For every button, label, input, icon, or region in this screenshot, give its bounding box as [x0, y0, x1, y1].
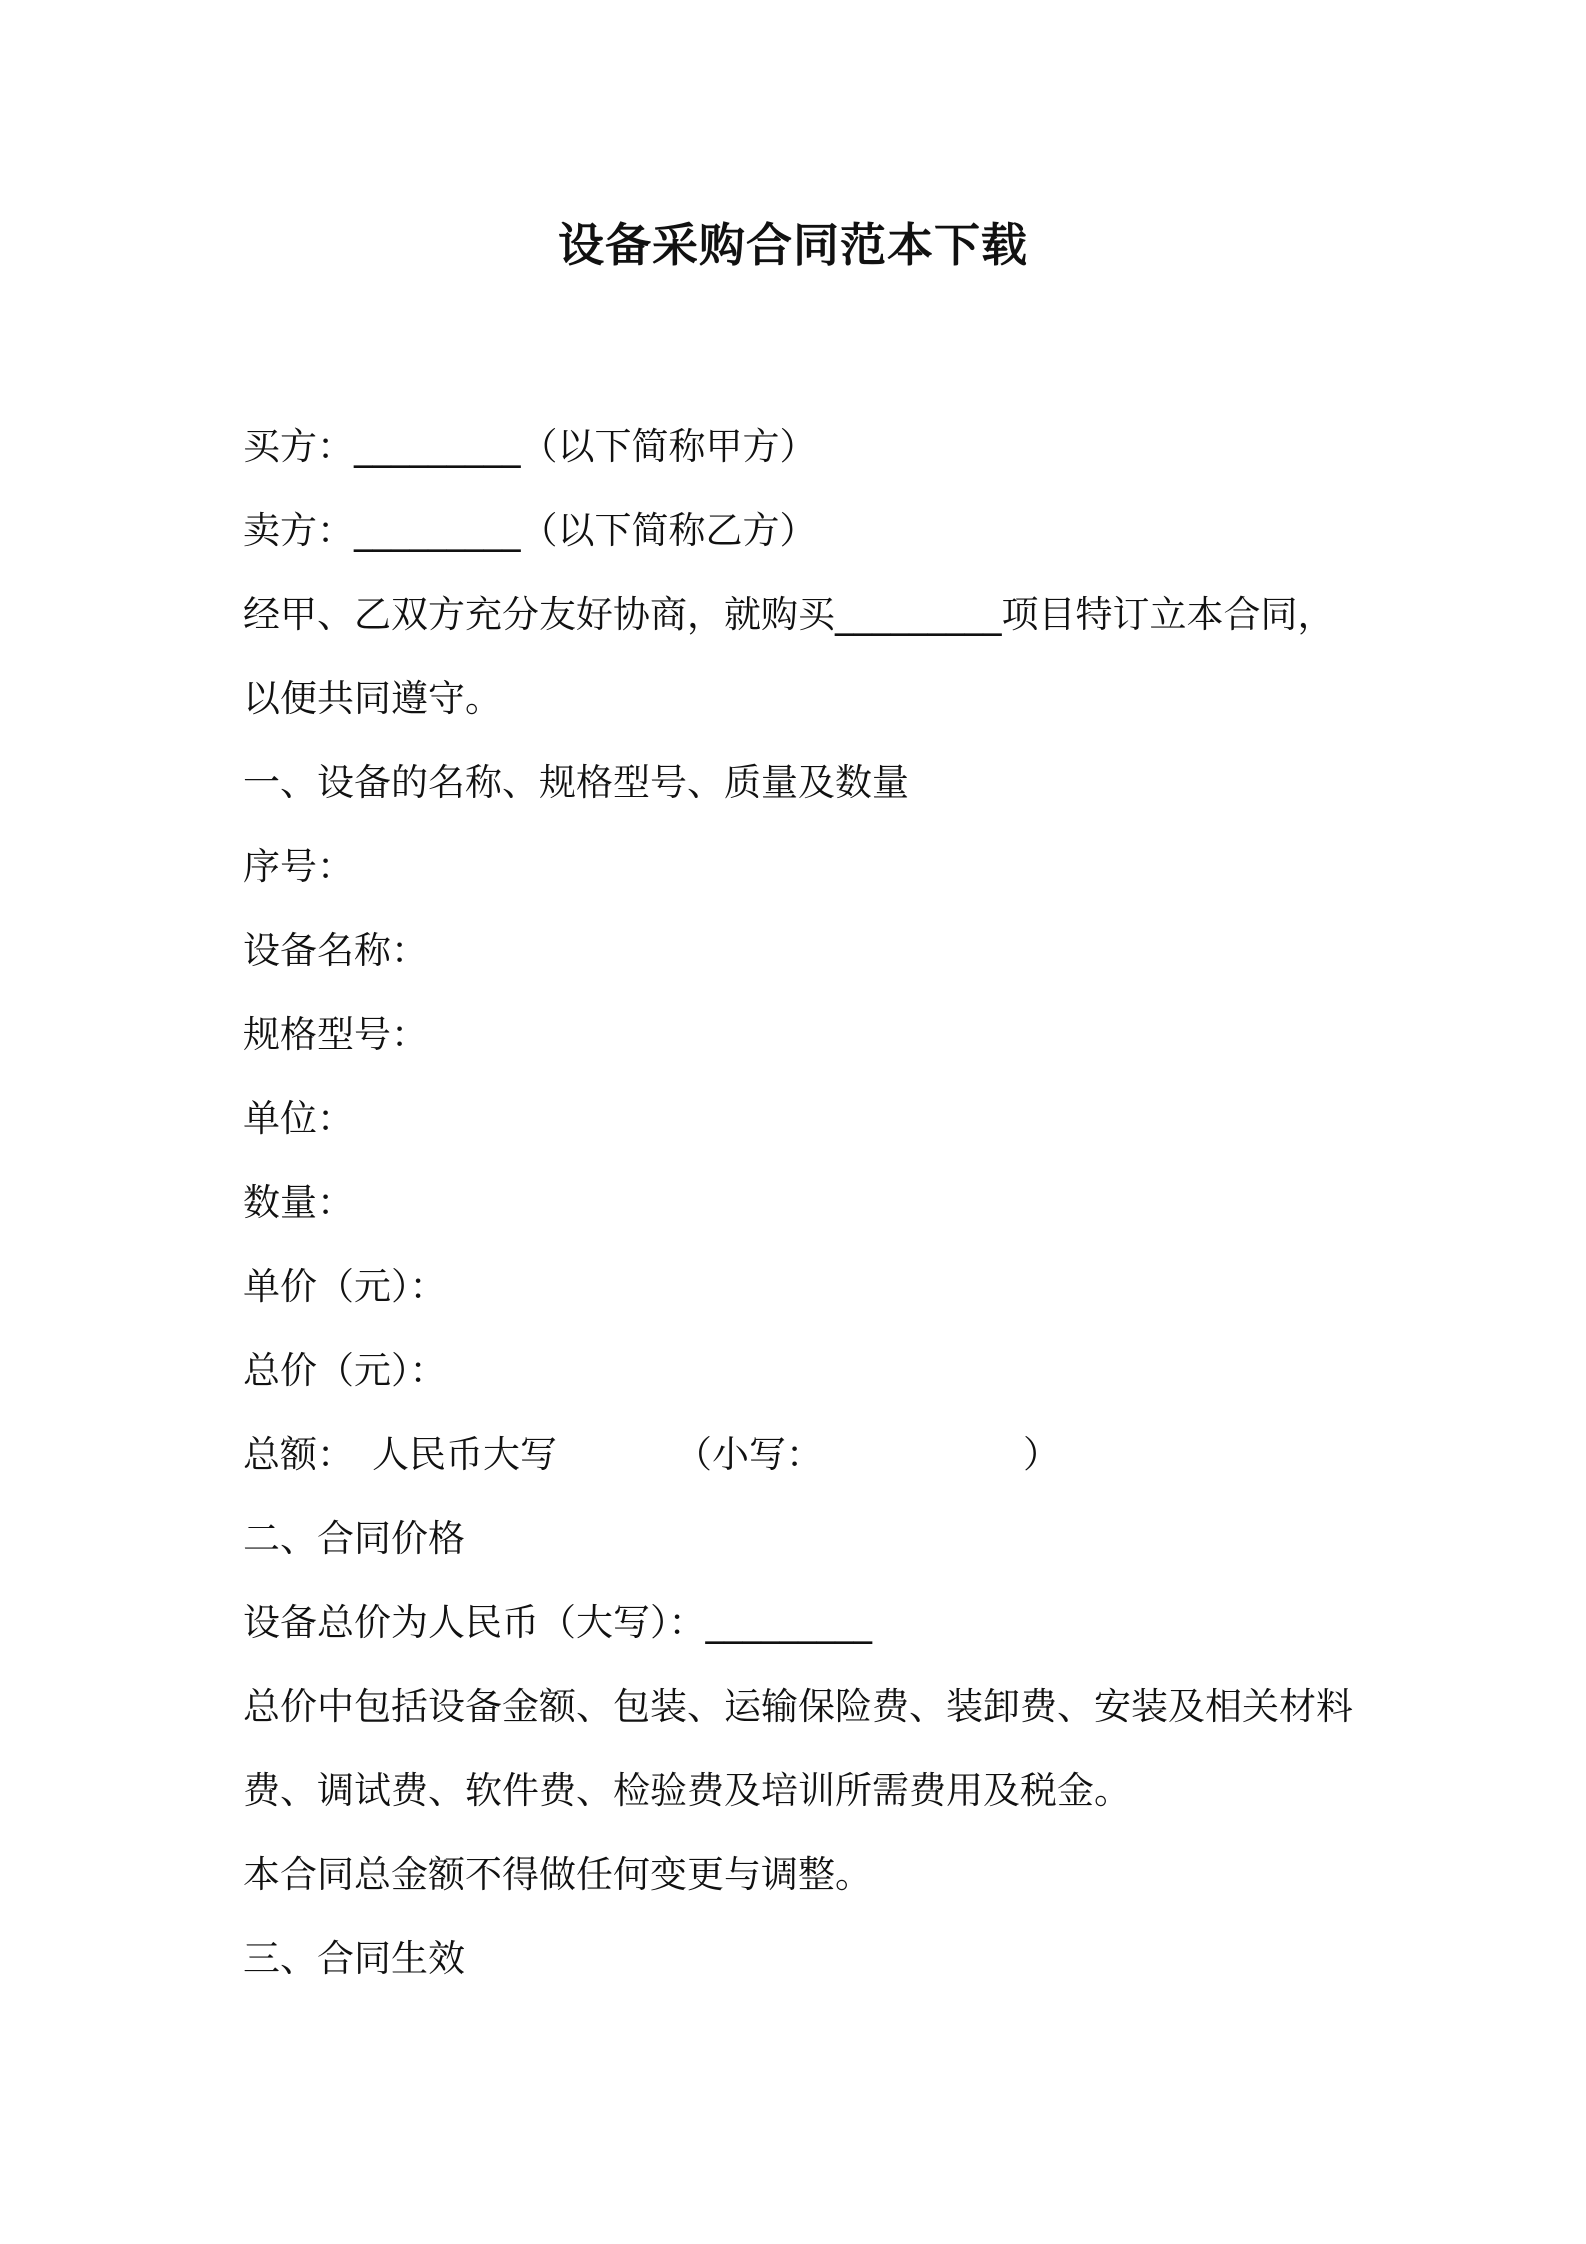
- total-amount-lower-close: ）: [1023, 1433, 1060, 1476]
- field-total-amount: [243, 1413, 1363, 1497]
- total-amount-label: 总额：: [243, 1433, 354, 1476]
- total-price-upper-line: 设备总价为人民币（大写）：_________: [243, 1601, 872, 1644]
- document-body: [243, 405, 1363, 2001]
- section-3-heading: 三、合同生效: [243, 1937, 465, 1980]
- field-equipment-name: 设备名称：: [243, 929, 428, 972]
- field-total-price: 总价（元）：: [243, 1349, 447, 1392]
- section-1-heading: 一、设备的名称、规格型号、质量及数量: [243, 761, 909, 804]
- preamble-line-1: 经甲、乙双方充分友好协商，就购买_________项目特订立本合同，: [243, 593, 1335, 636]
- seller-line: 卖方：_________（以下简称乙方）: [243, 509, 817, 552]
- document-title: 设备采购合同范本下载: [558, 218, 1028, 272]
- total-amount-lower-open: （小写：: [675, 1433, 823, 1476]
- field-unit: 单位：: [243, 1097, 354, 1140]
- section-2-heading: 二、合同价格: [243, 1517, 465, 1560]
- field-serial-number: 序号：: [243, 845, 354, 888]
- preamble-line-2: 以便共同遵守。: [243, 677, 502, 720]
- price-includes-line-2: 费、调试费、软件费、检验费及培训所需费用及税金。: [243, 1769, 1131, 1812]
- total-amount-rmb-upper: 人民币大写: [372, 1433, 557, 1476]
- field-quantity: 数量：: [243, 1181, 354, 1224]
- field-model-spec: 规格型号：: [243, 1013, 428, 1056]
- field-unit-price: 单价（元）：: [243, 1265, 447, 1308]
- buyer-line: 买方：_________（以下简称甲方）: [243, 425, 817, 468]
- price-includes-line-1: 总价中包括设备金额、包装、运输保险费、装卸费、安装及相关材料: [243, 1685, 1353, 1728]
- no-change-clause: 本合同总金额不得做任何变更与调整。: [243, 1853, 872, 1896]
